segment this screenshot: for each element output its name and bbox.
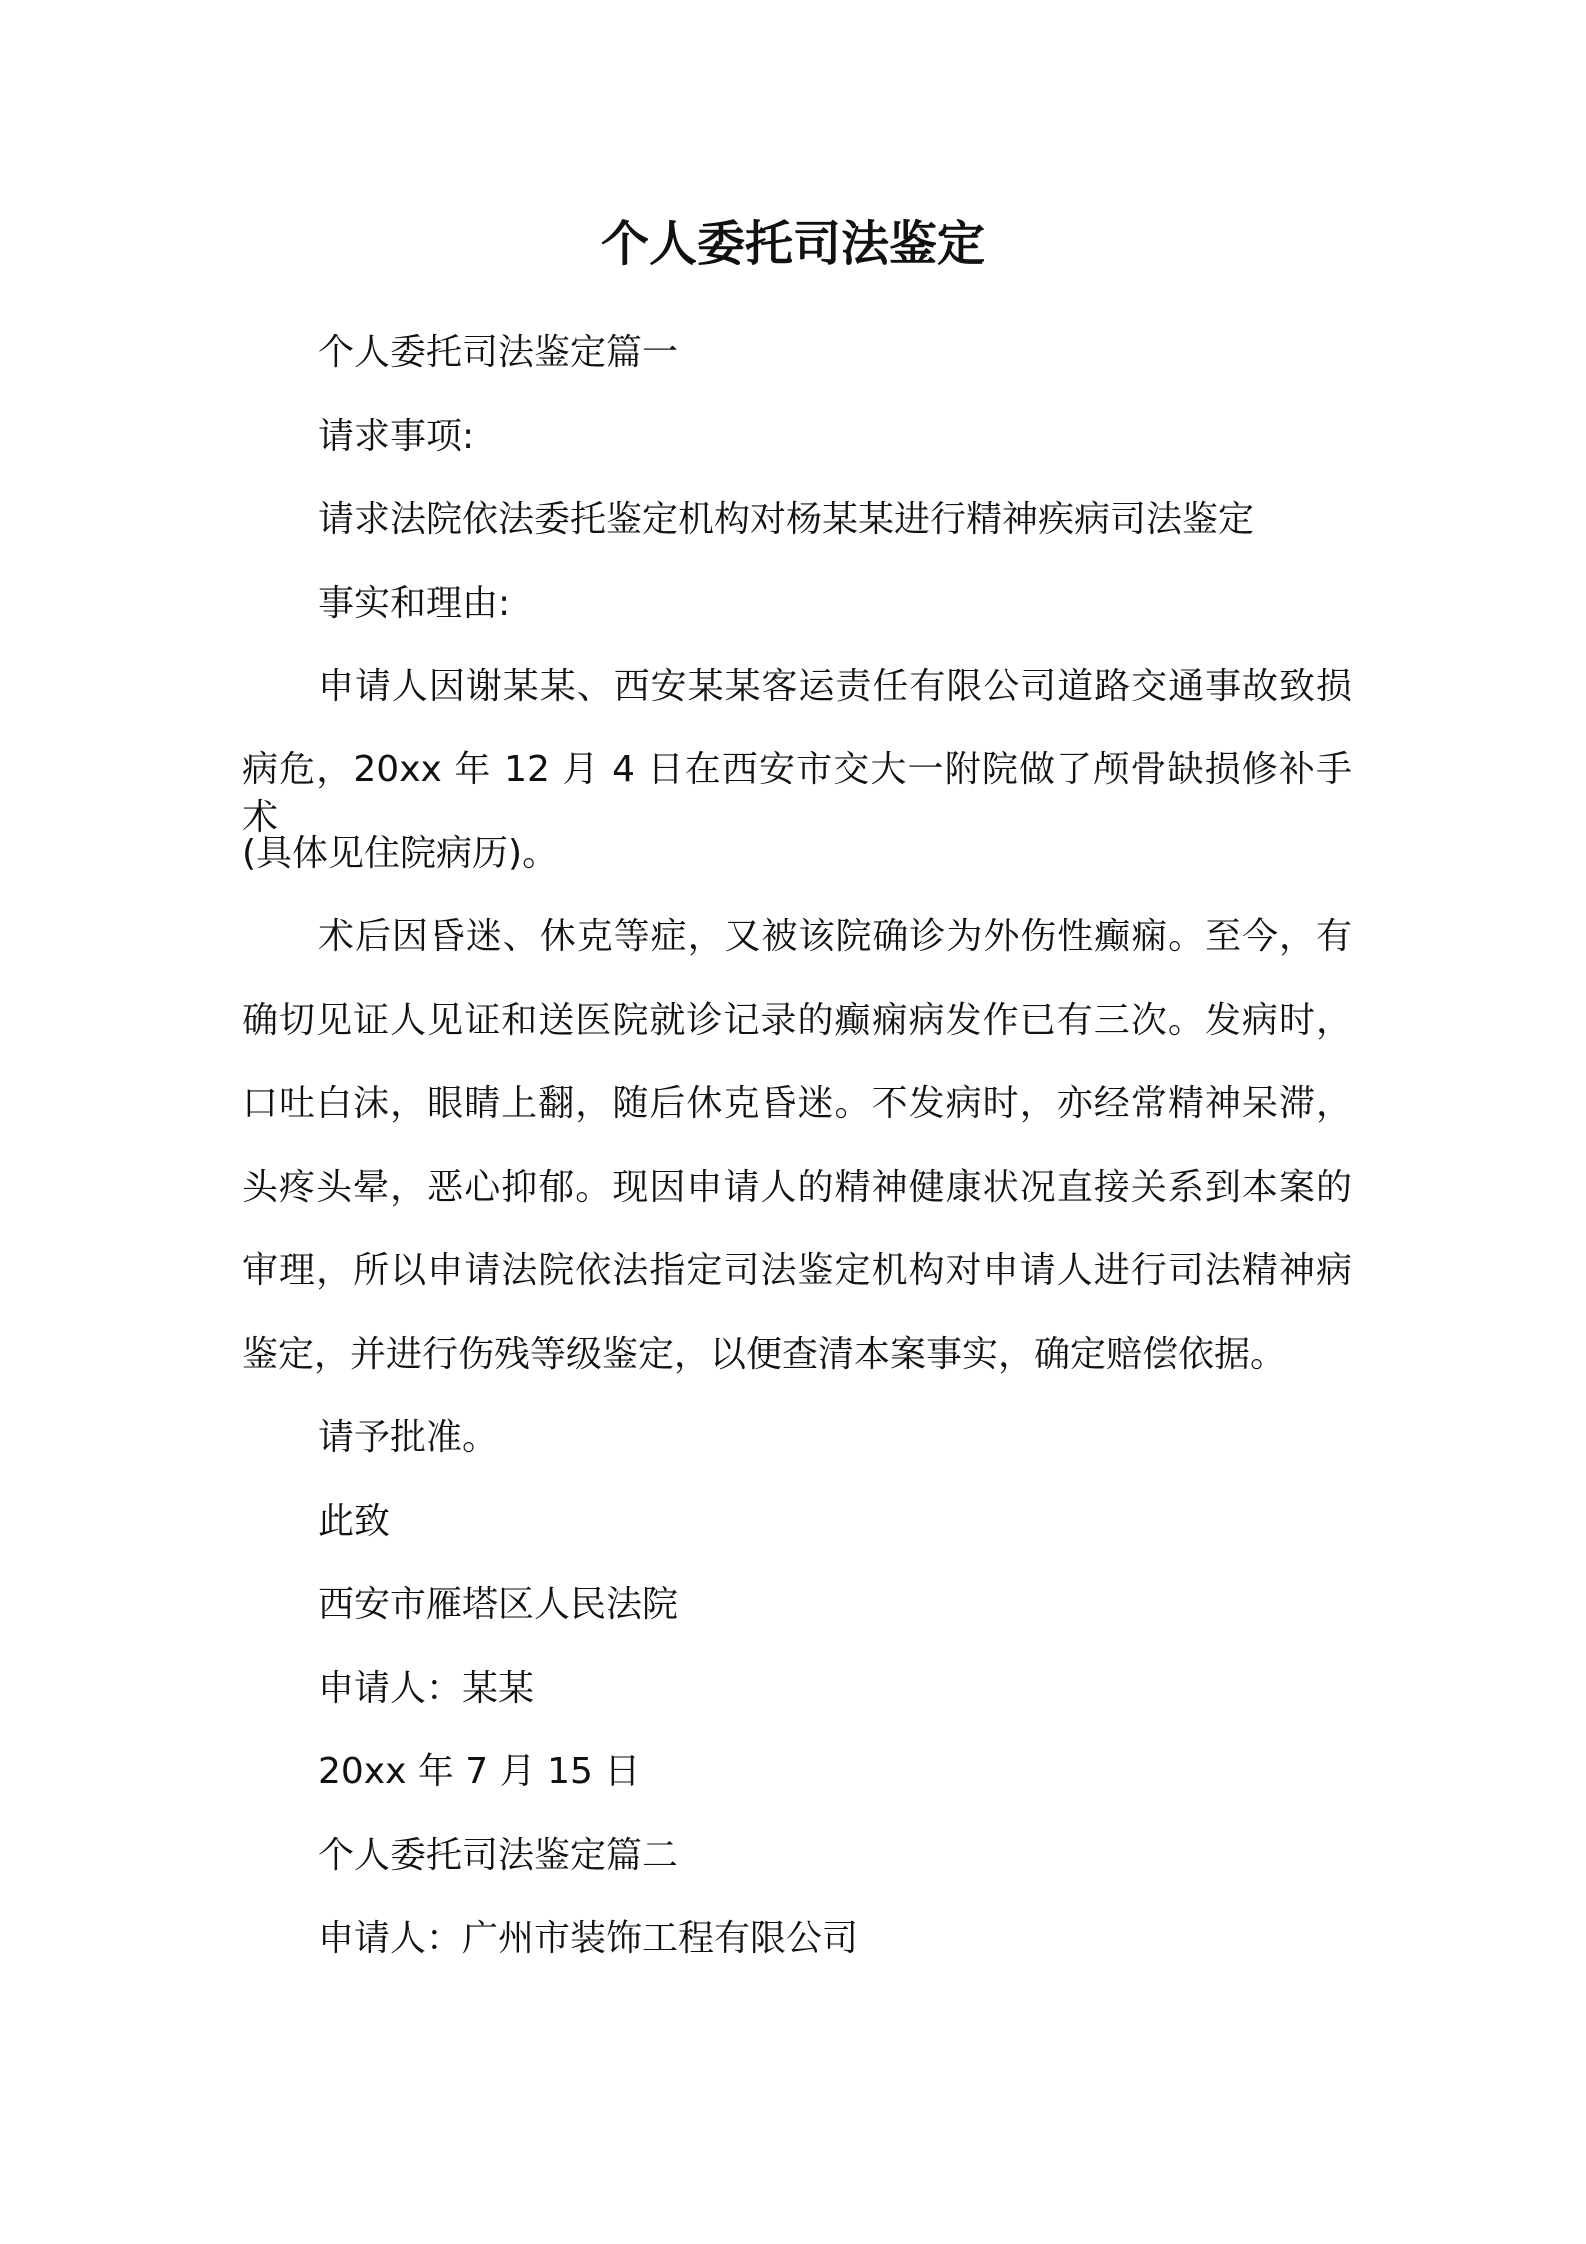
- approval-request: 请予批准。: [318, 1417, 499, 1458]
- paragraph-line: (具体见住院病历)。: [242, 833, 559, 874]
- paragraph-line: 口吐白沫，眼睛上翻，随后休克昏迷。不发病时，亦经常精神呆滞，: [242, 1083, 1352, 1124]
- paragraph-line: 头疼头晕，恶心抑郁。现因申请人的精神健康状况直接关系到本案的: [242, 1167, 1352, 1208]
- paragraph-line: 术后因昏迷、休克等症，又被该院确诊为外伤性癫痫。至今，有: [318, 916, 1352, 957]
- paragraph-line: 病危，20xx 年 12 月 4 日在西安市交大一附院做了颅骨缺损修补手术: [242, 749, 1352, 838]
- recipient-court: 西安市雁塔区人民法院: [318, 1584, 679, 1625]
- applicant-signature: 申请人：某某: [318, 1668, 535, 1709]
- salutation: 此致: [318, 1501, 391, 1542]
- request-heading: 请求事项:: [318, 416, 475, 457]
- document-date: 20xx 年 7 月 15 日: [318, 1751, 641, 1792]
- paragraph-line: 申请人因谢某某、西安某某客运责任有限公司道路交通事故致损: [318, 666, 1352, 707]
- paragraph-line: 确切见证人见证和送医院就诊记录的癫痫病发作已有三次。发病时，: [242, 1000, 1352, 1041]
- document-title: 个人委托司法鉴定: [600, 216, 985, 272]
- paragraph-line: 鉴定，并进行伤残等级鉴定，以便查清本案事实，确定赔偿依据。: [242, 1334, 1287, 1375]
- section-heading-one: 个人委托司法鉴定篇一: [318, 332, 679, 373]
- section-heading-two: 个人委托司法鉴定篇二: [318, 1835, 679, 1876]
- facts-heading: 事实和理由:: [318, 583, 511, 624]
- applicant-company: 申请人：广州市装饰工程有限公司: [318, 1918, 859, 1959]
- paragraph-line: 审理，所以申请法院依法指定司法鉴定机构对申请人进行司法精神病: [242, 1250, 1352, 1291]
- request-text: 请求法院依法委托鉴定机构对杨某某进行精神疾病司法鉴定: [318, 499, 1255, 540]
